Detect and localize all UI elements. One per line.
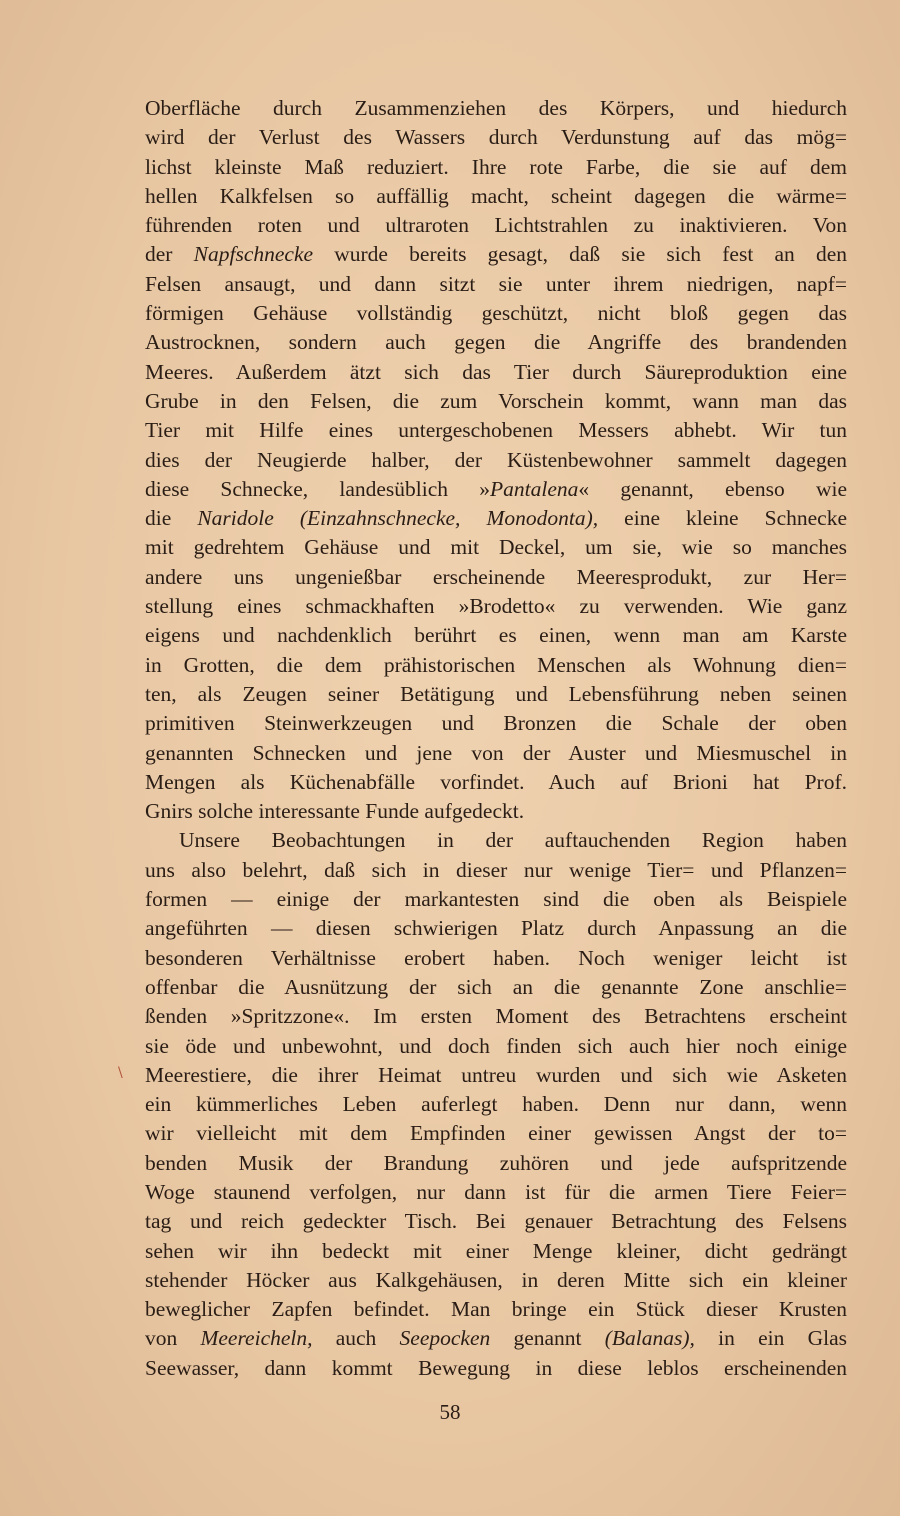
text-segment: förmigen Gehäuse vollständig geschützt, nicht bloß gegen das xyxy=(145,301,847,326)
text-line xyxy=(145,533,847,562)
text-line xyxy=(145,563,847,592)
text-segment: ten, als Zeugen seiner Betätigung und Lebensführung neben seinen xyxy=(145,681,847,706)
text-line xyxy=(145,358,847,387)
italic-term: Naridole (Einzahnschnecke, Monodonta), xyxy=(197,506,599,531)
body-text xyxy=(145,94,847,1383)
text-line xyxy=(145,621,847,650)
text-segment: ßenden »Spritzzone«. Im ersten Moment des Betrachtens erscheint xyxy=(145,1004,847,1029)
text-line xyxy=(145,739,847,768)
text-segment: genannt xyxy=(490,1326,605,1351)
text-segment: Oberfläche durch Zusammenziehen des Körpers, und hiedurch xyxy=(145,96,847,120)
text-line xyxy=(145,387,847,416)
text-line xyxy=(145,1090,847,1119)
text-line xyxy=(145,885,847,914)
text-line xyxy=(145,1266,847,1295)
text-line xyxy=(145,1178,847,1207)
italic-term: Napfschnecke xyxy=(193,242,314,267)
text-segment: offenbar die Ausnützung der sich an die genannte Zone anschlie= xyxy=(145,974,847,999)
text-segment: Austrocknen, sondern auch gegen die Angriffe des brandenden xyxy=(145,330,847,355)
text-line xyxy=(145,270,847,299)
text-segment: diese Schnecke, landesüblich » xyxy=(145,476,491,501)
text-segment: lichst kleinste Maß reduziert. Ihre rote Farbe, die sie auf dem xyxy=(145,154,847,179)
text-line xyxy=(145,768,847,797)
text-segment: sehen wir ihn bedeckt mit einer Menge kleiner, dicht gedrängt xyxy=(145,1238,847,1263)
text-line xyxy=(145,709,847,738)
text-line xyxy=(145,592,847,621)
text-line xyxy=(145,1354,847,1383)
text-segment: eine kleine Schnecke xyxy=(598,506,847,531)
text-line xyxy=(145,416,847,445)
text-segment: ein kümmerliches Leben auferlegt haben. Denn nur dann, wenn xyxy=(145,1092,847,1117)
text-line xyxy=(145,944,847,973)
text-segment: Grube in den Felsen, die zum Vorschein kommt, wann man das xyxy=(145,388,847,413)
text-segment: in Grotten, die dem prähistorischen Menschen als Wohnung dien= xyxy=(145,652,847,677)
text-line xyxy=(145,504,847,533)
text-line xyxy=(145,1061,847,1090)
text-line xyxy=(145,94,847,123)
text-segment: Felsen ansaugt, und dann sitzt sie unter ihrem niedrigen, napf= xyxy=(145,271,847,296)
text-segment: Meeres. Außerdem ätzt sich das Tier durch Säureproduktion eine xyxy=(145,359,847,384)
text-segment: tag und reich gedeckter Tisch. Bei genauer Betrachtung des Felsens xyxy=(145,1209,847,1234)
text-segment: « genannt, ebenso wie xyxy=(578,476,847,501)
italic-term: Meereicheln, xyxy=(200,1326,313,1351)
text-segment: Unsere Beobachtungen in der auftauchenden Region haben xyxy=(179,828,847,853)
text-line xyxy=(145,1207,847,1236)
italic-term: (Balanas), xyxy=(604,1326,695,1351)
text-segment: hellen Kalkfelsen so auffällig macht, scheint dagegen die wärme= xyxy=(145,183,847,208)
text-line xyxy=(145,797,847,826)
text-segment: stellung eines schmackhaften »Brodetto« zu verwenden. Wie ganz xyxy=(145,594,847,619)
text-segment: mit gedrehtem Gehäuse und mit Deckel, um sie, wie so manches xyxy=(145,535,847,560)
text-line xyxy=(145,1002,847,1031)
text-line xyxy=(145,1295,847,1324)
text-segment: dies der Neugierde halber, der Küstenbewohner sammelt dagegen xyxy=(145,447,847,472)
text-segment: Tier mit Hilfe eines untergeschobenen Messers abhebt. Wir tun xyxy=(145,418,847,443)
text-line xyxy=(145,182,847,211)
text-segment: führenden roten und ultraroten Lichtstrahlen zu inaktivieren. Von xyxy=(145,213,847,238)
text-segment: besonderen Verhältnisse erobert haben. Noch weniger leicht ist xyxy=(145,945,847,970)
text-line xyxy=(145,1119,847,1148)
text-segment: benden Musik der Brandung zuhören und jede aufspritzende xyxy=(145,1150,847,1175)
text-line xyxy=(145,973,847,1002)
text-segment: angeführten — diesen schwierigen Platz durch Anpassung an die xyxy=(145,916,847,941)
text-segment: beweglicher Zapfen befindet. Man bringe ein Stück dieser Krusten xyxy=(145,1297,847,1322)
text-line xyxy=(145,240,847,269)
text-segment: von xyxy=(145,1326,201,1351)
text-segment: primitiven Steinwerkzeugen und Bronzen die Schale der oben xyxy=(145,711,847,736)
text-line xyxy=(145,328,847,357)
text-line xyxy=(145,856,847,885)
text-line xyxy=(145,1149,847,1178)
text-line xyxy=(145,1237,847,1266)
page-number: 58 xyxy=(439,1400,461,1424)
text-segment: Woge staunend verfolgen, nur dann ist für die armen Tiere Feier= xyxy=(145,1179,847,1204)
text-line xyxy=(145,826,847,855)
text-line xyxy=(145,475,847,504)
text-segment: sie öde und unbewohnt, und doch finden sich auch hier noch einige xyxy=(145,1033,847,1058)
text-segment: eigens und nachdenklich berührt es einen, wenn man am Karste xyxy=(145,623,847,648)
text-line xyxy=(145,651,847,680)
text-line xyxy=(145,680,847,709)
margin-pencil-mark: \ xyxy=(118,1065,123,1081)
text-segment: der xyxy=(145,242,194,267)
text-line xyxy=(145,1324,847,1353)
text-line xyxy=(145,446,847,475)
text-segment: in ein Glas xyxy=(694,1326,848,1351)
text-segment: uns also belehrt, daß sich in dieser nur wenige Tier= und Pflanzen= xyxy=(145,857,847,882)
text-segment: wurde bereits gesagt, daß sie sich fest an den xyxy=(313,242,847,267)
text-segment: Meerestiere, die ihrer Heimat untreu wurden und sich wie Asketen xyxy=(145,1062,847,1087)
text-line xyxy=(145,211,847,240)
text-segment: Gnirs solche interessante Funde aufgedeckt. xyxy=(145,799,525,824)
text-line xyxy=(145,123,847,152)
text-line xyxy=(145,153,847,182)
text-segment: Seewasser, dann kommt Bewegung in diese leblos erscheinenden xyxy=(145,1355,847,1380)
text-segment: stehender Höcker aus Kalkgehäusen, in deren Mitte sich ein kleiner xyxy=(145,1267,847,1292)
text-segment: formen — einige der markantesten sind die oben als Beispiele xyxy=(145,887,847,912)
text-segment: die xyxy=(145,506,198,531)
text-segment: auch xyxy=(312,1326,400,1351)
italic-term: Pantalena xyxy=(490,476,579,501)
text-line xyxy=(145,299,847,328)
text-segment: andere uns ungenießbar erscheinende Meeresprodukt, zur Her= xyxy=(145,564,847,589)
italic-term: Seepocken xyxy=(399,1326,491,1351)
text-segment: wird der Verlust des Wassers durch Verdunstung auf das mög= xyxy=(145,125,847,150)
text-segment: Mengen als Küchenabfälle vorfindet. Auch auf Brioni hat Prof. xyxy=(145,769,847,794)
text-line xyxy=(145,1032,847,1061)
text-segment: genannten Schnecken und jene von der Auster und Miesmuschel in xyxy=(145,740,847,765)
text-line xyxy=(145,914,847,943)
text-segment: wir vielleicht mit dem Empfinden einer gewissen Angst der to= xyxy=(145,1121,847,1146)
